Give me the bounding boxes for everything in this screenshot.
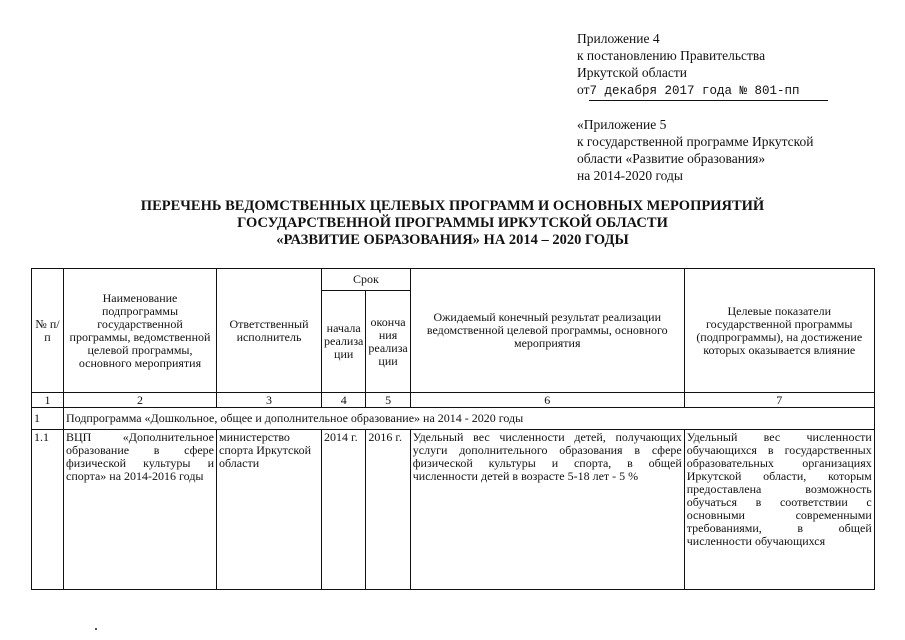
annex-date-number: 7 декабря 2017 года № 801-пп (589, 83, 827, 101)
row-result: Удельный вес численности детей, получающих услуги дополнительного образования в сфере физической культуры и спорта, в общей численности детей в возрасте 5-18 лет - 5 % (410, 430, 684, 590)
document-title (0, 198, 905, 249)
row-indicator: Удельный вес численности обучающихся в государственных образовательных организациях Иркутской области, которым предоставлена возможность обучаться в соответствии с основными современными требованиями, в общей численности обучающихся (684, 430, 874, 590)
title-line-1: ПЕРЕЧЕНЬ ВЕДОМСТВЕННЫХ ЦЕЛЕВЫХ ПРОГРАММ И ОСНОВНЫХ МЕРОПРИЯТИЙ (140, 198, 765, 214)
col-number-4: 4 (322, 393, 366, 408)
row-executor: министерство спорта Иркутской области (217, 430, 322, 590)
row-name: ВЦП «Дополнительное образование в сфере физической культуры и спорта» на 2014-2016 годы (64, 430, 217, 590)
header-indicators: Целевые показатели государственной программы (подпрограммы), на достижение которых оказывается влияние (684, 269, 874, 393)
col-number-3: 3 (217, 393, 322, 408)
row-end: 2016 г. (366, 430, 410, 590)
annex2-line-4: на 2014-2020 годы (577, 168, 683, 183)
col-number-6: 6 (410, 393, 684, 408)
header-end: оконча ния реализа ции (366, 291, 410, 393)
scan-speck (95, 628, 97, 630)
title-line-2: ГОСУДАРСТВЕННОЙ ПРОГРАММЫ ИРКУТСКОЙ ОБЛАСТИ (237, 215, 668, 231)
annex2-line-3: области «Развитие образования» (577, 151, 766, 166)
annex-block (577, 30, 828, 101)
programs-table (31, 268, 875, 590)
table-row (32, 430, 875, 590)
header-term: Срок (322, 269, 411, 291)
col-number-2: 2 (64, 393, 217, 408)
row-num: 1.1 (32, 430, 64, 590)
subprogram-title: Подпрограмма «Дошкольное, общее и дополнительное образование» на 2014 - 2020 годы (64, 408, 875, 430)
header-executor: Ответственный исполнитель (217, 269, 322, 393)
header-row-1 (32, 269, 875, 291)
annex-date-prefix: от (577, 82, 590, 97)
subprogram-row (32, 408, 875, 430)
annex-line-3: Иркутской области (577, 65, 688, 80)
annex2-block (577, 116, 814, 184)
col-number-5: 5 (366, 393, 410, 408)
column-number-row (32, 393, 875, 408)
header-name: Наименование подпрограммы государственной программы, ведомственной целевой программы, основного мероприятия (64, 269, 217, 393)
row-start: 2014 г. (322, 430, 366, 590)
subprogram-num: 1 (32, 408, 64, 430)
annex-line-1: Приложение 4 (577, 31, 660, 46)
header-start: начала реализа ции (322, 291, 366, 393)
header-result: Ожидаемый конечный результат реализации ведомственной целевой программы, основного мероприятия (410, 269, 684, 393)
annex2-line-2: к государственной программе Иркутской (577, 134, 814, 149)
header-num: № п/п (32, 269, 64, 393)
annex2-line-1: «Приложение 5 (577, 117, 667, 132)
col-number-7: 7 (684, 393, 874, 408)
title-line-3: «РАЗВИТИЕ ОБРАЗОВАНИЯ» НА 2014 – 2020 ГОДЫ (276, 232, 629, 248)
col-number-1: 1 (32, 393, 64, 408)
annex-date-line (577, 81, 828, 101)
annex-line-2: к постановлению Правительства (577, 48, 766, 63)
